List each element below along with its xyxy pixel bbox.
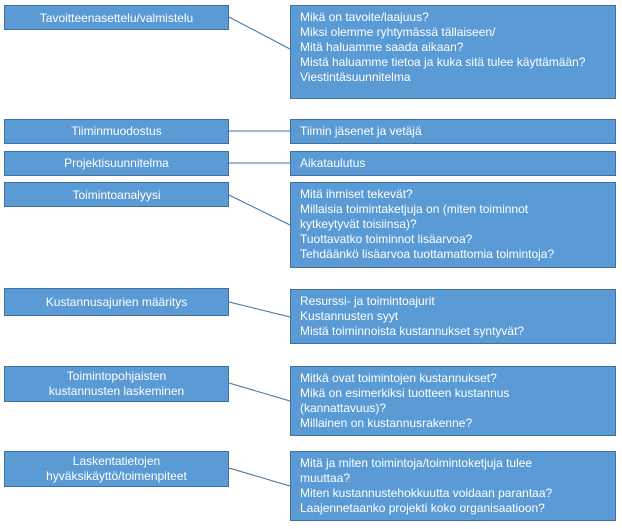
stage-box-laskentatietojen: [4, 451, 229, 487]
stage-box-tiiminmuodostus: [4, 119, 229, 144]
stage-label: hyväksikäyttö/toimenpiteet: [46, 469, 187, 483]
detail-line: Kustannusten syyt: [300, 309, 399, 323]
detail-box-projektisuunnitelma: [290, 151, 616, 176]
detail-line: Resurssi- ja toimintoajurit: [300, 294, 435, 308]
stage-box-projektisuunnitelma: [4, 151, 229, 176]
detail-line: Mitä ihmiset tekevät?: [300, 187, 413, 201]
detail-line: Miten kustannustehokkuutta voidaan parantaa?: [300, 486, 553, 500]
detail-line: Mikä on esimerkiksi tuotteen kustannus: [300, 386, 510, 400]
stage-box-tavoitteenasettelu: [4, 5, 229, 30]
connector-line: [229, 195, 290, 225]
detail-line: Aikataulutus: [300, 156, 366, 170]
stage-label: Toimintopohjaisten: [66, 369, 167, 383]
detail-line: Tiimin jäsenet ja vetäjä: [300, 124, 422, 138]
detail-box-laskentatietojen: [290, 451, 616, 521]
stage-box-toimintoanalyysi: [4, 182, 229, 207]
detail-box-toimintoanalyysi: [290, 182, 616, 268]
detail-line: Mitä ja miten toimintoja/toimintoketjuja tulee: [300, 456, 533, 470]
detail-line: Mitä haluamme saada aikaan?: [300, 40, 464, 54]
detail-line: Millainen on kustannusrakenne?: [300, 416, 473, 430]
detail-line: kytkeytyvät toisiinsa)?: [300, 217, 417, 231]
stage-label: Tavoitteenasettelu/valmistelu: [39, 11, 194, 25]
connector-line: [229, 302, 290, 317]
detail-box-tiiminmuodostus: [290, 119, 616, 144]
detail-line: Viestintäsuunnitelma: [300, 70, 411, 84]
detail-box-tavoitteenasettelu: [290, 5, 616, 99]
stage-label: kustannusten laskeminen: [48, 384, 185, 398]
detail-line: Mistä toiminnoista kustannukset syntyvät?: [300, 324, 525, 338]
stage-box-kustannusajurien: [4, 288, 229, 316]
stage-label: Laskentatietojen: [72, 454, 161, 468]
connector-line: [229, 468, 290, 486]
detail-line: Laajennetaanko projekti koko organisaatioon?: [300, 501, 545, 515]
connector-line: [229, 383, 290, 401]
stage-label: Tiiminmuodostus: [71, 124, 162, 138]
stage-label: Toimintoanalyysi: [72, 188, 161, 202]
detail-box-kustannusajurien: [290, 289, 616, 344]
detail-line: (kannattavuus)?: [300, 401, 387, 415]
detail-line: Tuottavatko toiminnot lisäarvoa?: [300, 232, 473, 246]
stage-box-kustannusten-laskeminen: [4, 366, 229, 402]
detail-line: Mistä haluamme tietoa ja kuka sitä tulee käyttämään?: [300, 55, 586, 69]
stage-label: Kustannusajurien määritys: [45, 294, 188, 309]
connector-line: [229, 17, 290, 49]
detail-line: Mikä on tavoite/laajuus?: [300, 10, 429, 24]
detail-line: Mitkä ovat toimintojen kustannukset?: [300, 371, 497, 385]
detail-line: muuttaa?: [300, 471, 351, 485]
detail-line: Tehdäänkö lisäarvoa tuottamattomia toimintoja?: [300, 247, 555, 261]
stage-label: Projektisuunnitelma: [64, 156, 169, 170]
detail-line: Millaisia toimintaketjuja on (miten toiminnot: [300, 202, 529, 216]
detail-line: Miksi olemme ryhtymässä tällaiseen/: [300, 25, 496, 39]
detail-box-kustannusten-laskeminen: [290, 366, 616, 436]
